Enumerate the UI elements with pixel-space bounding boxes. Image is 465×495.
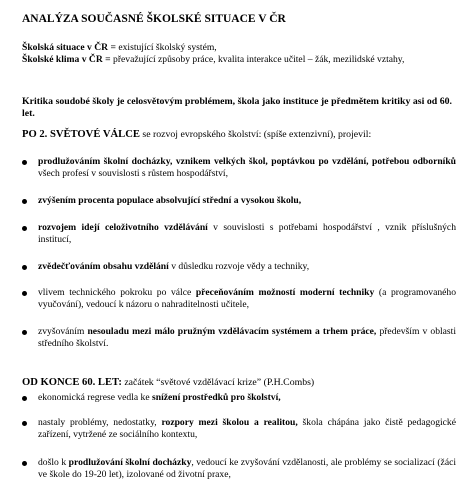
definition-term: Školská situace v ČR = [22, 42, 116, 53]
list-item-text [38, 287, 456, 311]
section-heading: PO 2. SVĚTOVÉ VÁLCE [22, 129, 140, 140]
list-item-bold: rozpory mezi školou a realitou, [161, 417, 298, 428]
list-item-bold: zvýšením procenta populace absolvující střední a vysokou školu, [38, 195, 302, 206]
list-item-tail: v důsledku rozvoje vědy a techniky, [168, 261, 310, 272]
list-item-tail: škola chápána jako čistě pedagogické zařízení, vytržené ze sociálního kontextu, [38, 417, 456, 440]
list-item [22, 457, 457, 483]
definition-term: Školské klima v ČR = [22, 54, 111, 65]
list-item-bold: prodlužování školní docházky [68, 457, 192, 468]
bullet-icon [22, 461, 27, 466]
list-item [22, 417, 454, 443]
list-item-text [38, 457, 456, 481]
list-item-tail: , vedoucí ke zvyšování vzdělanosti, ale problémy se socializací (žáci ve škole do 19-20 let), izolované od životní praxe, [38, 457, 457, 480]
bullet-icon [22, 265, 27, 270]
list-item-bold: přeceňováním možností moderní techniky [195, 287, 375, 298]
list-item-tail: v souvislosti s potřebami hospodářství , vznik příslušných institucí, [38, 222, 456, 245]
definition-school-situation [22, 42, 454, 54]
critique-paragraph: Kritika soudobé školy je celosvětovým problémem, škola jako instituce je předmětem kritiky asi od 60. let. [22, 96, 452, 119]
list-item-text [38, 261, 456, 273]
bullet-icon [22, 421, 27, 426]
section-heading-postwar [22, 128, 454, 141]
bullet-icon [22, 160, 27, 165]
bullet-icon [22, 226, 27, 231]
section-heading-late-60s [22, 376, 454, 389]
document-title: ANALÝZA SOUČASNÉ ŠKOLSKÉ SITUACE V ČR [22, 13, 286, 25]
list-item-text [38, 326, 456, 350]
list-item-head: došlo k [38, 457, 69, 468]
bullet-icon [22, 199, 27, 204]
list-item-head: vlivem technického pokroku po válce [38, 287, 196, 298]
section-heading-rest: se rozvoj evropského školství: (spíše extenzivní), projevil: [139, 129, 372, 140]
definition-text: existující školský systém, [115, 42, 217, 53]
list-item-bold: snížení prostředků pro školství, [152, 392, 281, 403]
bullet-icon [22, 330, 27, 335]
list-item-bold: prodlužováním školní docházky, vznikem velkých škol, poptávkou po vzdělání, potřebou odborníků [38, 156, 456, 167]
list-item [22, 195, 454, 209]
list-item-bold: nesouladu mezi málo pružným vzdělávacím systémem a trhem práce, [87, 326, 377, 337]
list-item-text [38, 417, 456, 441]
list-item [22, 222, 454, 248]
definition-text: převažující způsoby práce, kvalita interakce učitel – žák, mezilidské vztahy, [110, 54, 405, 65]
bullet-icon [22, 396, 27, 401]
list-item-tail: (a programovaného vyučování), vedoucí k názoru o nahraditelnosti učitele, [38, 287, 456, 310]
list-item [22, 156, 454, 182]
list-item [22, 326, 454, 352]
bullet-icon [22, 291, 27, 296]
section-heading-rest: začátek “světové vzdělávací krize” (P.H.Combs) [121, 377, 315, 388]
list-item [22, 392, 454, 406]
definition-school-climate [22, 54, 454, 66]
list-item-head: nastaly problémy, nedostatky, [38, 417, 162, 428]
list-item-bold: rozvojem idejí celoživotního vzdělávání [38, 222, 208, 233]
list-item-head: ekonomická regrese vedla ke [38, 392, 153, 403]
list-item [22, 287, 454, 313]
list-item-tail: především v oblasti středního školství. [38, 326, 456, 349]
list-item-head: zvyšováním [38, 326, 88, 337]
list-item-bold: zvědečťováním obsahu vzdělání [38, 261, 169, 272]
section-heading: OD KONCE 60. LET: [22, 377, 122, 388]
list-item-tail: všech profesí v souvislosti s růstem hospodářství, [38, 168, 228, 179]
list-item-text [38, 392, 456, 404]
list-item-text [38, 222, 456, 246]
list-item-text [38, 156, 456, 180]
list-item [22, 261, 454, 275]
list-item-text [38, 195, 456, 207]
